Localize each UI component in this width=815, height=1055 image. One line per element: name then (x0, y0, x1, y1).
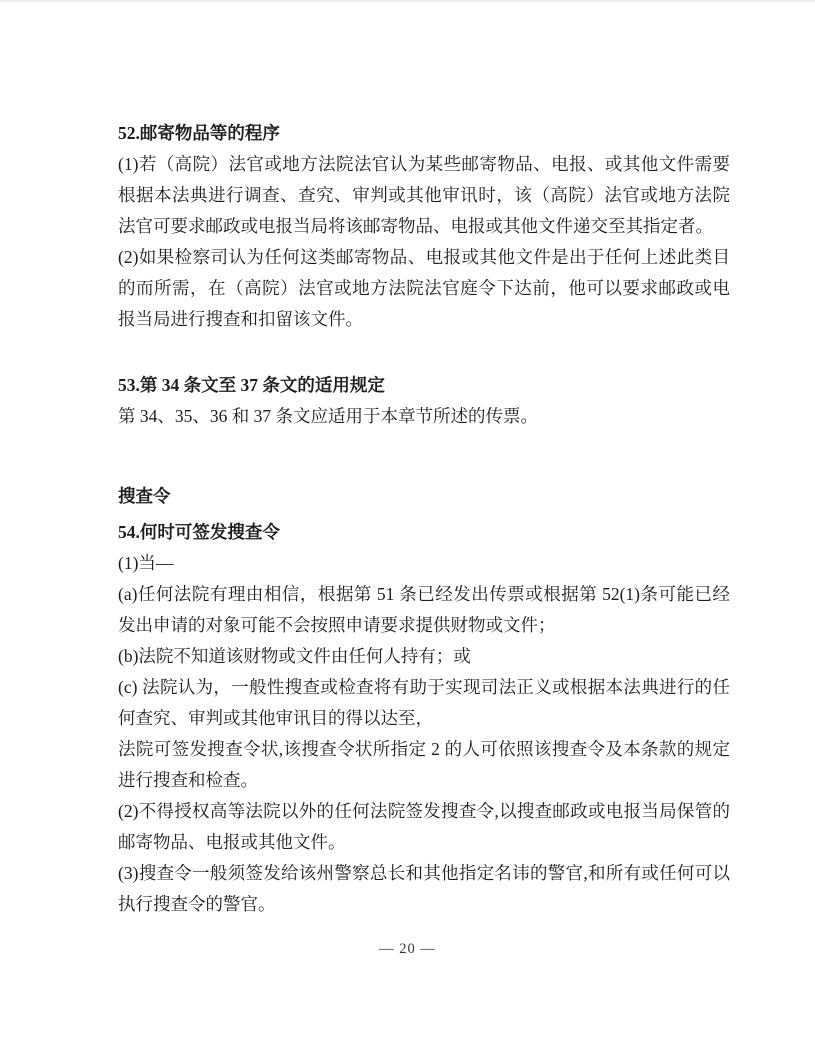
page-number: — 20 — (379, 941, 436, 957)
section-54-paragraph-3: (3)搜查令一般须签发给该州警察总长和其他指定名讳的警官,和所有或任何可以执行搜查令的警官。 (118, 863, 730, 914)
section-54-paragraph-a: (a)任何法院有理由相信，根据第 51 条已经发出传票或根据第 52(1)条可能已经发出申请的对象可能不会按照申请要求提供财物或文件； (118, 584, 730, 635)
section-53-paragraph-1: 第 34、35、36 和 37 条文应适用于本章节所述的传票。 (118, 406, 538, 426)
section-53-heading: 53.第 34 条文至 37 条文的适用规定 (118, 375, 385, 395)
scan-edge-artifact (0, 0, 815, 2)
section-54-paragraph-1: (1)当— (118, 553, 174, 573)
section-52 (118, 118, 730, 335)
chapter-heading-search-warrant: 搜查令 (118, 486, 171, 506)
document-content (118, 118, 730, 920)
section-52-paragraph-1: (1)若（高院）法官或地方法院法官认为某些邮寄物品、电报、或其他文件需要根据本法典进行调查、查究、审判或其他审讯时，该（高院）法官或地方法院法官可要求邮政或电报当局将该邮寄物品、电报或其他文件递交至其指定者。 (118, 154, 730, 236)
section-54-paragraph-2: (2)不得授权高等法院以外的任何法院签发搜查令,以搜查邮政或电报当局保管的邮寄物品、电报或其他文件。 (118, 801, 730, 852)
section-54-heading: 54.何时可签发搜查令 (118, 522, 280, 542)
section-52-paragraph-2: (2)如果检察司认为任何这类邮寄物品、电报或其他文件是出于任何上述此类目的而所需，在（高院）法官或地方法院法官庭令下达前，他可以要求邮政或电报当局进行搜查和扣留该文件。 (118, 247, 730, 329)
section-54-paragraph-b: (b)法院不知道该财物或文件由任何人持有；或 (118, 646, 471, 666)
section-54 (118, 517, 730, 920)
section-54-paragraph-c: (c) 法院认为，一般性搜查或检查将有助于实现司法正义或根据本法典进行的任何查究、审判或其他审讯目的得以达至， (118, 677, 730, 728)
page-footer (0, 939, 815, 959)
section-53 (118, 370, 730, 432)
section-52-heading: 52.邮寄物品等的程序 (118, 123, 280, 143)
section-54-paragraph-warrant-issue: 法院可签发搜查令状,该搜查令状所指定 2 的人可依照该搜查令及本条款的规定进行搜查和检查。 (118, 739, 730, 790)
